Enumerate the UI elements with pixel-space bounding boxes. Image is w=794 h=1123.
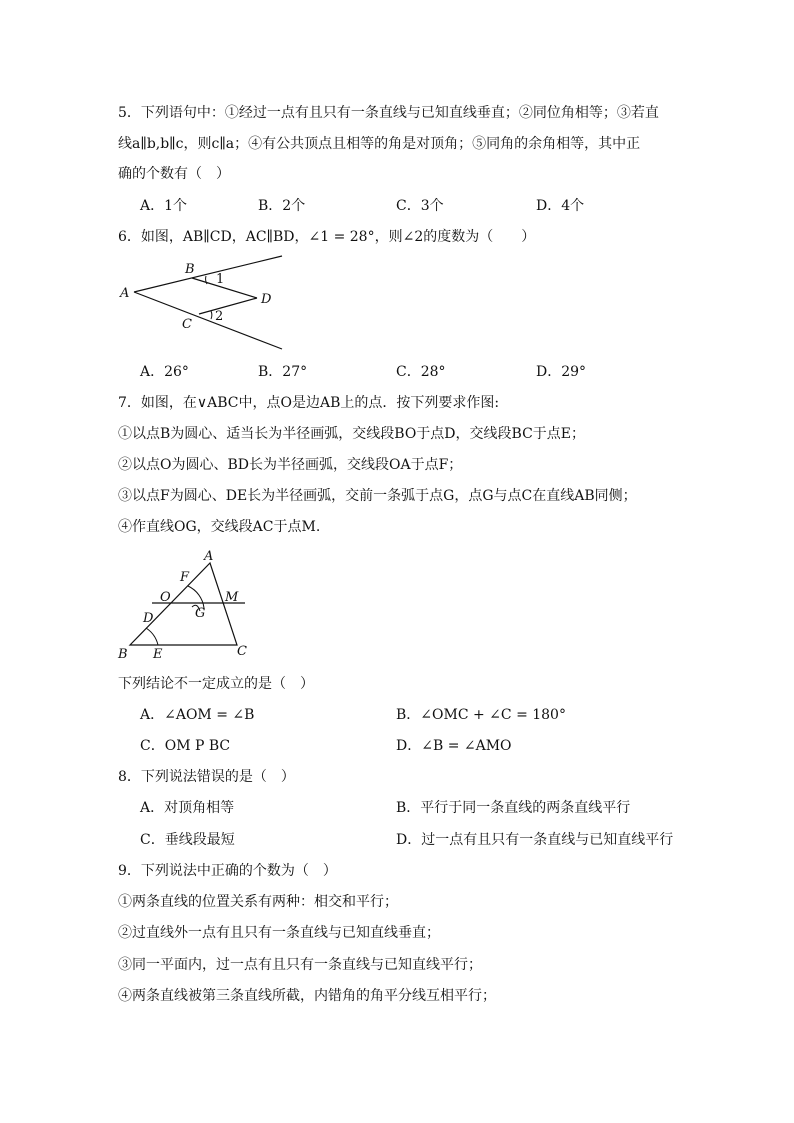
q7-option-b: B．∠OMC + ∠C = 180° xyxy=(396,707,566,723)
q9-item-3: ③同一平面内，过一点有且只有一条直线与已知直线平行； xyxy=(118,957,482,973)
q6-ray-upper xyxy=(134,256,282,292)
q7-label-g: G xyxy=(195,606,206,621)
q7-step-3: ③以点F为圆心、DE长为半径画弧，交前一条弧于点G，点G与点C在直线AB同侧； xyxy=(118,488,637,504)
q7-figure xyxy=(112,545,262,663)
q7-step-1: ①以点B为圆心、适当长为半径画弧，交线段BO于点D，交线段BC于点E； xyxy=(118,426,586,442)
q8-option-c: C．垂线段最短 xyxy=(140,832,235,848)
q6-label-2: 2 xyxy=(215,309,224,324)
q9-item-4: ④两条直线被第三条直线所截，内错角的角平分线互相平行； xyxy=(118,988,496,1004)
q7-step-2: ②以点O为圆心、BD长为半径画弧，交线段OA于点F； xyxy=(118,457,463,473)
q6-label-d: D xyxy=(261,292,272,307)
q6-angle-2-arc xyxy=(211,311,212,319)
q5-stem-line2: 线a∥b,b∥c，则c∥a；④有公共顶点且相等的角是对顶角；⑤同角的余角相等，其中正 xyxy=(118,136,641,152)
q7-option-d: D．∠B = ∠AMO xyxy=(396,738,512,754)
q6-option-b: B．27° xyxy=(258,364,308,380)
q6-segment-cd xyxy=(199,298,257,314)
q9-stem: 9．下列说法中正确的个数为（ ） xyxy=(118,863,337,879)
q7-label-b: B xyxy=(118,647,128,662)
q9-item-2: ②过直线外一点有且只有一条直线与已知直线垂直； xyxy=(118,925,440,941)
q8-option-d: D．过一点有且只有一条直线与已知直线平行 xyxy=(396,832,674,848)
q7-option-c: C．OM P BC xyxy=(140,738,231,754)
q7-label-c: C xyxy=(237,644,247,659)
q6-option-d: D．29° xyxy=(536,364,587,380)
q6-stem: 6．如图，AB∥CD，AC∥BD，∠1 = 28°，则∠2的度数为（ ） xyxy=(118,229,536,245)
q7-question: 下列结论不一定成立的是（ ） xyxy=(118,676,314,692)
q6-label-c: C xyxy=(182,317,192,332)
q6-option-a: A．26° xyxy=(140,364,189,380)
q7-label-f: F xyxy=(180,570,190,585)
q5-option-b: B．2个 xyxy=(258,198,306,214)
q5-option-c: C．3个 xyxy=(396,198,444,214)
q7-arc-fg xyxy=(188,586,204,608)
q7-label-a: A xyxy=(204,549,214,564)
q7-arc-de xyxy=(146,628,158,645)
q8-option-b: B．平行于同一条直线的两条直线平行 xyxy=(396,800,631,816)
q5-stem-line3: 确的个数有（ ） xyxy=(118,166,230,182)
q5-option-d: D．4个 xyxy=(536,198,585,214)
q7-stem: 7．如图，在∨ABC中，点O是边AB上的点．按下列要求作图: xyxy=(118,395,500,411)
q6-segment-bd xyxy=(192,278,257,298)
q6-figure xyxy=(112,250,292,355)
q7-label-d: D xyxy=(143,611,154,626)
q7-step-4: ④作直线OG，交线段AC于点M. xyxy=(118,519,321,535)
q7-label-o: O xyxy=(160,590,171,605)
q6-label-b: B xyxy=(185,262,195,277)
q9-item-1: ①两条直线的位置关系有两种：相交和平行； xyxy=(118,894,398,910)
q8-option-a: A．对顶角相等 xyxy=(140,800,235,816)
q6-label-a: A xyxy=(120,286,130,301)
q6-option-c: C．28° xyxy=(396,364,446,380)
q5-option-a: A．1个 xyxy=(140,198,188,214)
q5-stem-line1: 5．下列语句中：①经过一点有且只有一条直线与已知直线垂直；②同位角相等；③若直 xyxy=(118,105,659,121)
q7-label-e: E xyxy=(153,647,163,662)
q7-label-m: M xyxy=(225,590,239,605)
q6-ray-lower xyxy=(134,292,282,349)
q7-option-a: A．∠AOM = ∠B xyxy=(140,707,255,723)
q8-stem: 8．下列说法错误的是（ ） xyxy=(118,769,295,785)
q6-label-1: 1 xyxy=(216,272,225,287)
